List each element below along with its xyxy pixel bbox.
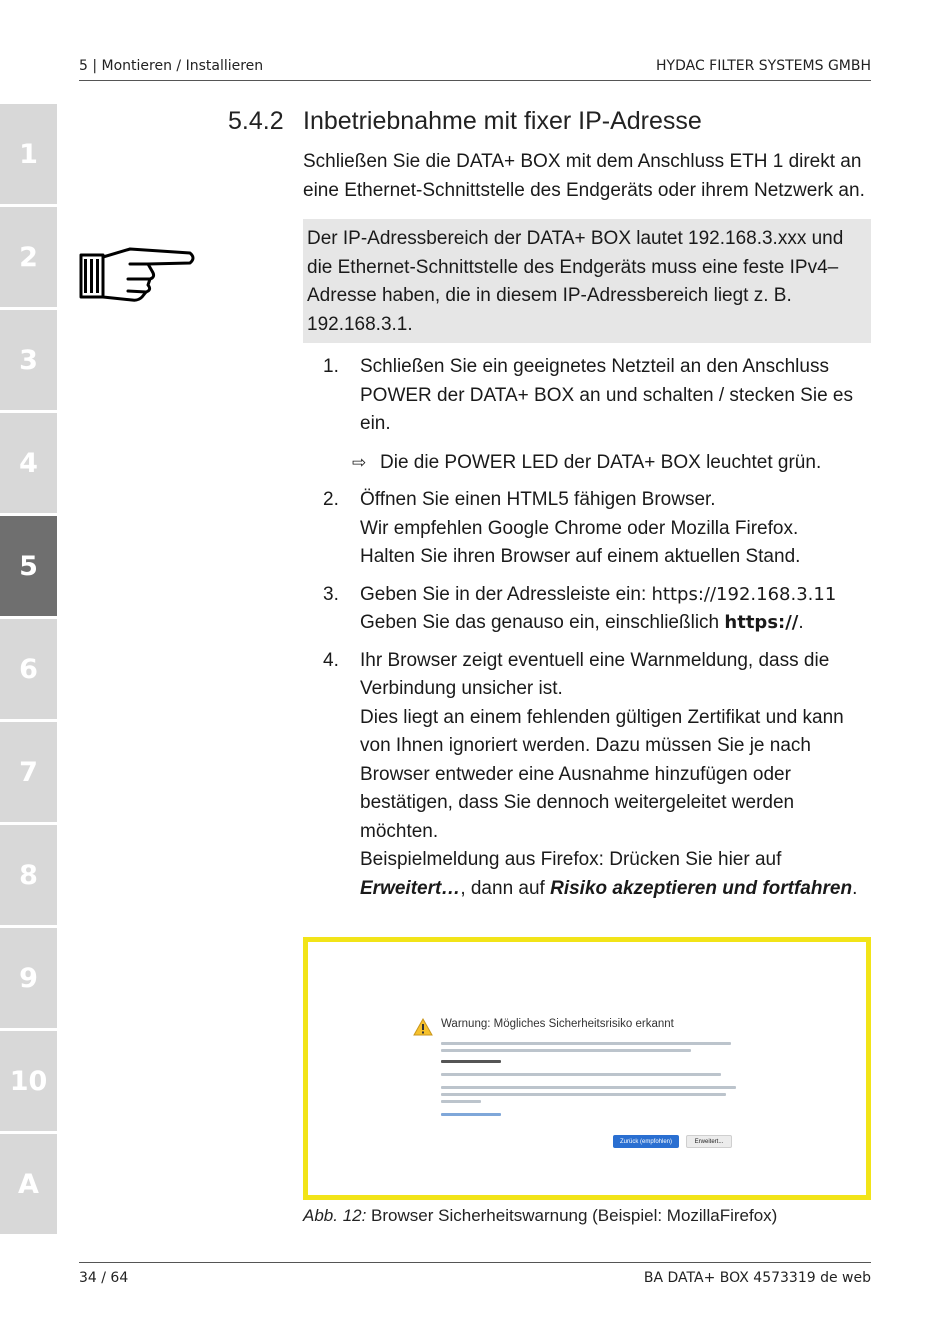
caption-label: Abb. 12: bbox=[303, 1206, 367, 1225]
advanced-button[interactable]: Erweitert... bbox=[686, 1135, 732, 1148]
header-company: HYDAC FILTER SYSTEMS GMBH bbox=[656, 58, 871, 74]
step-item bbox=[303, 486, 871, 572]
warning-title: Warnung: Mögliches Sicherheitsrisiko erkannt bbox=[441, 1018, 674, 1030]
chapter-tab-1[interactable]: 1 bbox=[0, 104, 57, 204]
document-id: BA DATA+ BOX 4573319 de web bbox=[643, 1270, 871, 1286]
text-line bbox=[441, 1042, 731, 1045]
note-box bbox=[303, 219, 871, 343]
step-text bbox=[360, 581, 871, 638]
warning-body-lines bbox=[441, 1042, 741, 1120]
step-list bbox=[303, 353, 871, 903]
text-line bbox=[441, 1100, 481, 1103]
chapter-tab-10[interactable]: 10 bbox=[0, 1031, 57, 1131]
chapter-tab-9[interactable]: 9 bbox=[0, 928, 57, 1028]
chapter-tab-6[interactable]: 6 bbox=[0, 619, 57, 719]
go-back-button[interactable]: Zurück (empfohlen) bbox=[613, 1135, 679, 1148]
chapter-tabs bbox=[0, 104, 57, 1237]
page-footer bbox=[79, 1262, 871, 1293]
step-line: Geben Sie in der Adressleiste ein: bbox=[360, 583, 652, 605]
section-heading bbox=[228, 107, 702, 136]
step-item bbox=[303, 647, 871, 904]
step-line: Beispielmeldung aus Firefox: Drücken Sie hier auf bbox=[360, 849, 782, 870]
step-line: , dann auf bbox=[460, 877, 551, 899]
step-line: Halten Sie ihren Browser auf einem aktuellen Stand. bbox=[360, 546, 801, 567]
text-line bbox=[441, 1073, 721, 1076]
step-line: Wir empfehlen Google Chrome oder Mozilla Firefox. bbox=[360, 517, 799, 539]
step-item bbox=[303, 581, 871, 638]
chapter-tab-3[interactable]: 3 bbox=[0, 310, 57, 410]
learn-more-link[interactable] bbox=[441, 1113, 501, 1116]
chapter-tab-5[interactable]: 5 bbox=[0, 516, 57, 616]
text-line bbox=[441, 1086, 736, 1089]
chapter-tab-8[interactable]: 8 bbox=[0, 825, 57, 925]
result-arrow-icon: ⇨ bbox=[352, 452, 367, 472]
caption-text: Browser Sicherheitswarnung (Beispiel: MozillaFirefox) bbox=[366, 1206, 778, 1225]
header-chapter: 5 | Montieren / Installieren bbox=[79, 58, 264, 74]
chapter-tab-4[interactable]: 4 bbox=[0, 413, 57, 513]
firefox-warning-figure bbox=[303, 937, 871, 1200]
step-line-end: . bbox=[852, 877, 858, 899]
section-title: Inbetriebnahme mit fixer IP-Adresse bbox=[303, 107, 702, 135]
text-line bbox=[441, 1049, 691, 1052]
step-number: 1. bbox=[323, 356, 339, 377]
step-number: 2. bbox=[323, 489, 339, 510]
step-text bbox=[360, 486, 871, 572]
protocol-text: https:// bbox=[724, 612, 799, 633]
main-content bbox=[303, 148, 871, 912]
warning-icon bbox=[413, 1018, 433, 1036]
step-number: 3. bbox=[323, 583, 339, 605]
step-line: Öffnen Sie einen HTML5 fähigen Browser. bbox=[360, 489, 716, 510]
step-paragraph: Dies liegt an einem fehlenden gültigen Zertifikat und kann von Ihnen ignoriert werden. Dazu müssen Sie je nach Browser entweder eine Ausnahme hinzufügen oder bestätigen, dass Sie dennoch weitergeleitet werden möchten. bbox=[360, 706, 844, 842]
step-paragraph: Ihr Browser zeigt eventuell eine Warnmeldung, dass die Verbindung unsicher ist. bbox=[360, 649, 830, 699]
step-paragraph bbox=[360, 846, 871, 903]
page-number: 34 / 64 bbox=[79, 1270, 129, 1286]
page-header bbox=[79, 56, 871, 81]
advanced-term: Erweitert… bbox=[360, 877, 461, 899]
chapter-tab-7[interactable]: 7 bbox=[0, 722, 57, 822]
step-item bbox=[303, 353, 871, 477]
step-line-end: . bbox=[798, 612, 804, 633]
chapter-tab-a[interactable]: A bbox=[0, 1134, 57, 1234]
result-text: Die die POWER LED der DATA+ BOX leuchtet grün. bbox=[380, 451, 822, 473]
figure-caption bbox=[303, 1206, 777, 1226]
note-text: Der IP-Adressbereich der DATA+ BOX lautet 192.168.3.xxx und die Ethernet-Schnittstelle des Endgeräts muss eine feste IPv4–Adresse haben, die in diesem IP-Adressbereich liegt z. B. 192.168.3.1. bbox=[307, 228, 844, 335]
step-number: 4. bbox=[323, 649, 339, 671]
step-result bbox=[352, 449, 871, 478]
subheading-line bbox=[441, 1060, 501, 1063]
section-number: 5.4.2 bbox=[228, 107, 284, 135]
pointing-hand-icon bbox=[78, 243, 198, 305]
intro-paragraph: Schließen Sie die DATA+ BOX mit dem Anschluss ETH 1 direkt an eine Ethernet-Schnittstelle des Endgeräts oder ihrem Netzwerk an. bbox=[303, 151, 865, 201]
text-line bbox=[441, 1093, 726, 1096]
step-text: Schließen Sie ein geeignetes Netzteil an den Anschluss POWER der DATA+ BOX an und schalten / stecken Sie es ein. bbox=[360, 356, 853, 434]
chapter-tab-2[interactable]: 2 bbox=[0, 207, 57, 307]
url-text: https://192.168.3.11 bbox=[651, 583, 837, 605]
accept-risk-term: Risiko akzeptieren und fortfahren bbox=[550, 877, 853, 899]
step-line: Geben Sie das genauso ein, einschließlich bbox=[360, 612, 725, 633]
